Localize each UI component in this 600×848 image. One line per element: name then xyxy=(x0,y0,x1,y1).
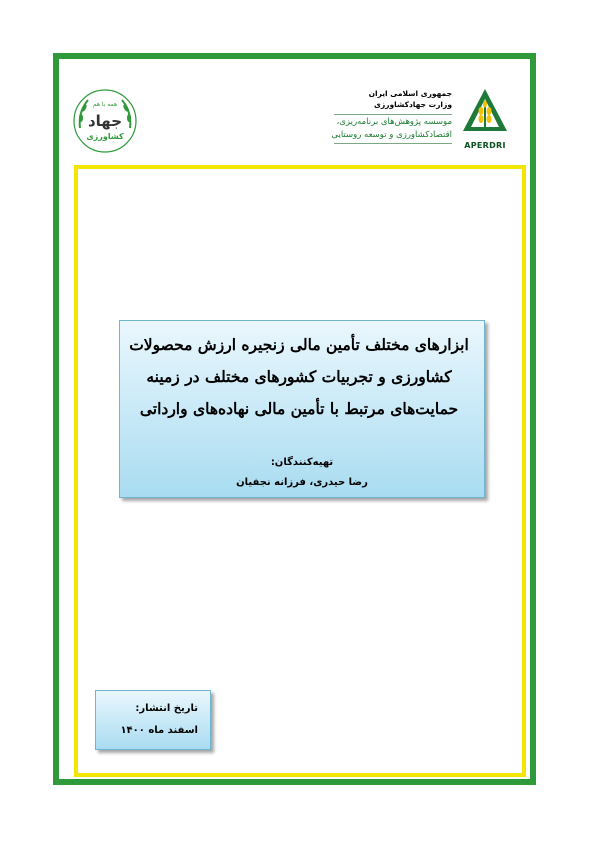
publication-date: اسفند ماه ۱۴۰۰ xyxy=(120,725,198,736)
title-line-1: ابزارهای مختلف تأمین مالی زنجیره ارزش محصولات xyxy=(129,335,469,354)
prepared-by-label: تهیه‌کنندگان: xyxy=(270,457,334,468)
authors: رضا حیدری، فرزانه نجفیان xyxy=(236,477,368,488)
jahad-logo-subtitle: کشاورزی xyxy=(86,132,124,141)
title-line-3: حمایت‌های مرتبط با تأمین مالی نهاده‌های وارداتی xyxy=(139,399,459,418)
aperdri-logo-text: APERDRI xyxy=(464,141,506,150)
jahad-logo-name: جهاد xyxy=(87,112,123,130)
title-line-2: کشاورزی و تجربیات کشورهای مختلف در زمینه xyxy=(146,367,452,386)
aperdri-emblem-icon xyxy=(460,87,510,139)
header-separator xyxy=(334,114,452,115)
institute-line-2: اقتصادکشاورزی و توسعه روستایی xyxy=(331,130,452,140)
publication-date-box xyxy=(95,690,211,750)
title-box xyxy=(119,320,485,498)
gov-line-2: وزارت جهادکشاورزی xyxy=(373,100,452,109)
publication-date-label: تاریخ انتشار: xyxy=(135,703,198,714)
header-separator xyxy=(334,143,452,144)
jahad-keshavarzi-logo xyxy=(72,88,138,154)
institute-header xyxy=(331,85,540,160)
jahad-logo-arc-text: همه با هم xyxy=(92,101,118,108)
institute-line-1: موسسه پژوهش‌های برنامه‌ریزی، xyxy=(336,117,452,127)
gov-line-1: جمهوری اسلامی ایران xyxy=(368,89,452,98)
